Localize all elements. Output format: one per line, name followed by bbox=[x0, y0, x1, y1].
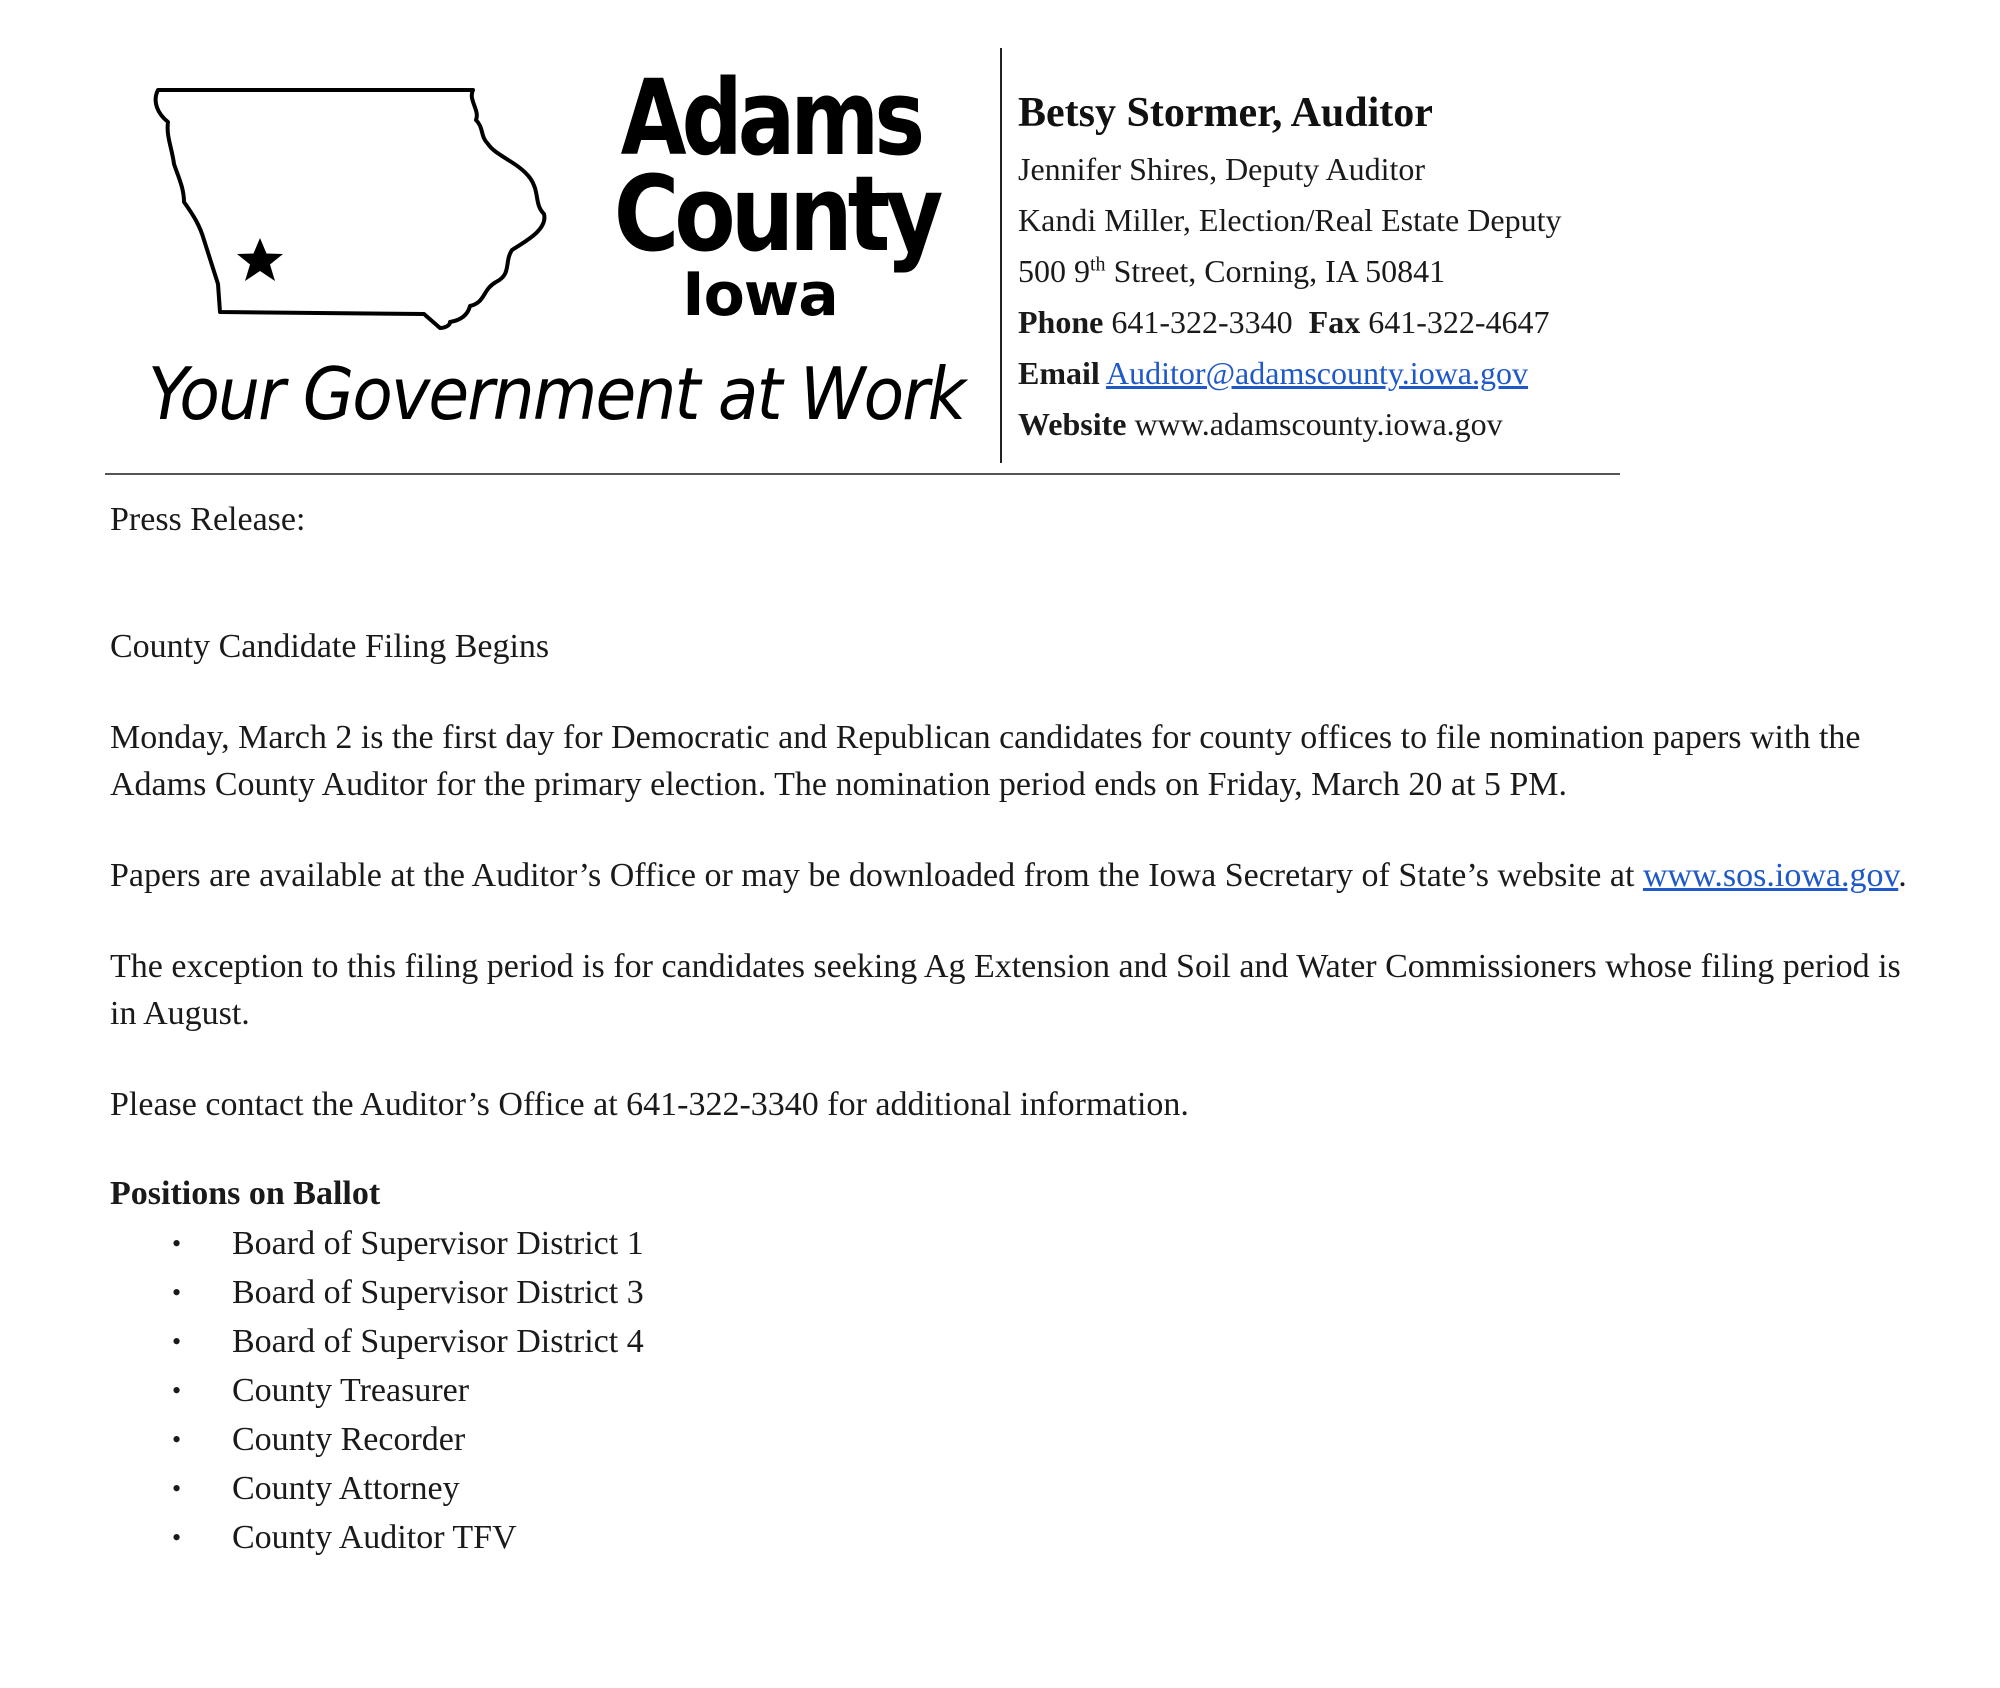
bullet-icon: • bbox=[172, 1327, 182, 1356]
email-label: Email bbox=[1018, 355, 1100, 391]
brand-line-1: Adams bbox=[620, 57, 921, 179]
paragraph-filing-dates: Monday, March 2 is the first day for Democratic and Republican candidates for county offices to file nomination papers with the Adams County Auditor for the primary election. The nomination period ends on Friday, March 20 at 5 PM. bbox=[110, 719, 1861, 803]
phone-number: 641-322-3340 bbox=[1111, 304, 1293, 340]
list-item bbox=[110, 1317, 1930, 1366]
ballot-heading: Positions on Ballot bbox=[110, 1175, 381, 1212]
position-label: County Treasurer bbox=[232, 1372, 470, 1409]
email-link[interactable]: Auditor@adamscounty.iowa.gov bbox=[1106, 355, 1528, 391]
paragraph-exception: The exception to this filing period is for candidates seeking Ag Extension and Soil and Water Commissioners whose filing period is in August. bbox=[110, 948, 1901, 1032]
star-icon bbox=[237, 238, 283, 281]
header-vertical-divider bbox=[1000, 48, 1002, 463]
address-suffix: th bbox=[1090, 253, 1106, 276]
list-item bbox=[110, 1464, 1930, 1513]
press-release-label: Press Release: bbox=[110, 501, 306, 538]
bullet-icon: • bbox=[172, 1523, 182, 1552]
position-label: County Attorney bbox=[232, 1470, 460, 1507]
paragraph-papers bbox=[110, 852, 1930, 899]
bullet-icon: • bbox=[172, 1425, 182, 1454]
website-url: www.adamscounty.iowa.gov bbox=[1134, 406, 1503, 442]
county-brand bbox=[590, 57, 939, 330]
bullet-icon: • bbox=[172, 1376, 182, 1405]
paragraph-papers-text: Papers are available at the Auditor’s Office or may be downloaded from the Iowa Secretary of State’s website at bbox=[110, 857, 1643, 894]
paragraph-contact: Please contact the Auditor’s Office at 641-322-3340 for additional information. bbox=[110, 1086, 1189, 1123]
header-divider bbox=[105, 473, 1620, 475]
phone-fax-line bbox=[1018, 297, 1978, 348]
fax-label: Fax bbox=[1308, 304, 1361, 340]
address bbox=[1018, 246, 1978, 297]
website-line bbox=[1018, 399, 1978, 450]
fax-number: 641-322-4647 bbox=[1368, 304, 1550, 340]
bullet-icon: • bbox=[172, 1229, 182, 1258]
phone-label: Phone bbox=[1018, 304, 1104, 340]
list-item bbox=[110, 1219, 1930, 1268]
contact-block bbox=[1018, 82, 1978, 450]
list-item bbox=[110, 1366, 1930, 1415]
position-label: County Recorder bbox=[232, 1421, 466, 1458]
brand-line-2: County bbox=[613, 153, 939, 275]
deputy-auditor: Jennifer Shires, Deputy Auditor bbox=[1018, 151, 1426, 187]
position-label: Board of Supervisor District 4 bbox=[232, 1323, 644, 1360]
position-label: Board of Supervisor District 3 bbox=[232, 1274, 644, 1311]
positions-list bbox=[110, 1219, 1930, 1562]
election-deputy: Kandi Miller, Election/Real Estate Deputy bbox=[1018, 202, 1562, 238]
headline: County Candidate Filing Begins bbox=[110, 628, 550, 665]
tagline: Your Government at Work bbox=[148, 352, 965, 436]
auditor-name: Betsy Stormer, Auditor bbox=[1018, 90, 1433, 136]
address-rest: Street, Corning, IA 50841 bbox=[1105, 253, 1446, 289]
address-number: 500 9 bbox=[1018, 253, 1090, 289]
press-release-body bbox=[110, 490, 1930, 1562]
position-label: Board of Supervisor District 1 bbox=[232, 1225, 644, 1262]
position-label: County Auditor TFV bbox=[232, 1519, 517, 1556]
brand-line-3: Iowa bbox=[682, 260, 838, 330]
iowa-map-icon bbox=[150, 78, 560, 333]
paragraph-papers-end: . bbox=[1898, 857, 1907, 894]
list-item bbox=[110, 1415, 1930, 1464]
email-line bbox=[1018, 348, 1978, 399]
bullet-icon: • bbox=[172, 1278, 182, 1307]
list-item bbox=[110, 1513, 1930, 1562]
website-label: Website bbox=[1018, 406, 1127, 442]
bullet-icon: • bbox=[172, 1474, 182, 1503]
list-item bbox=[110, 1268, 1930, 1317]
sos-website-link[interactable]: www.sos.iowa.gov bbox=[1642, 857, 1899, 894]
